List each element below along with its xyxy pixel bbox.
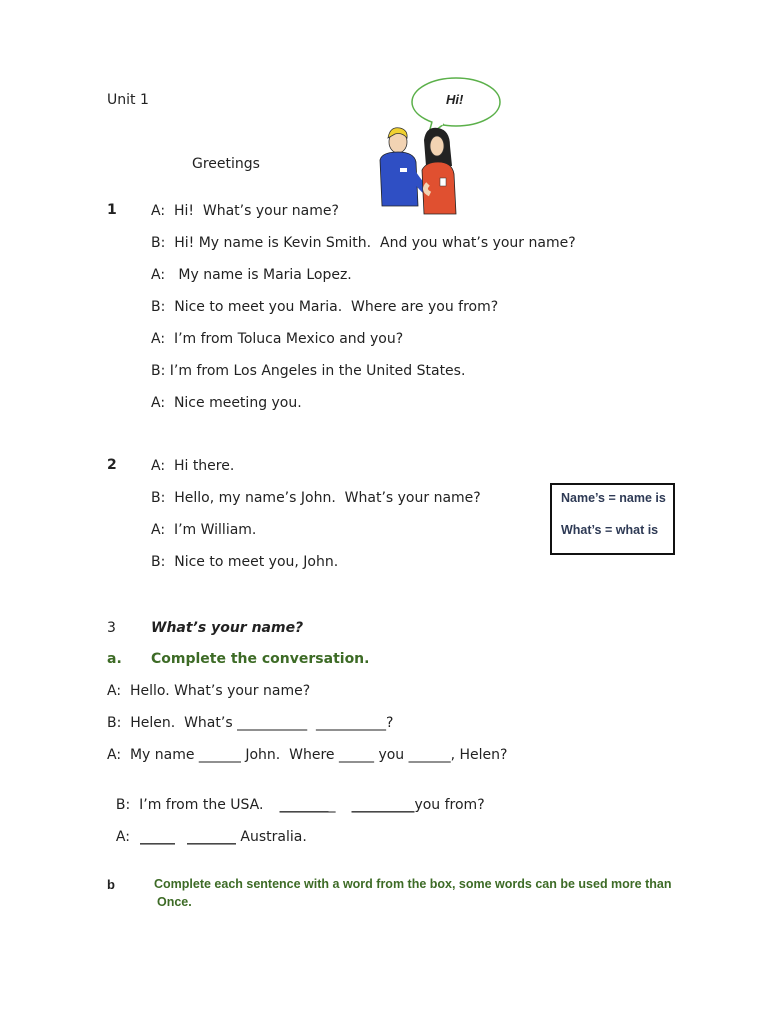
note-line: Name’s = name is [561,491,666,505]
dialogue-2-line: B: Nice to meet you, John. [151,554,339,570]
dialogue-2-line: A: I’m William. [151,522,257,538]
dialogue-2-line: A: Hi there. [151,458,235,474]
speech-bubble-text: Hi! [446,92,464,107]
dialogue-1-line: A: My name is Maria Lopez. [151,267,352,283]
exercise-line: B: Helen. What’s __________ __________? [107,715,394,731]
exercise-line-text: A: [115,829,130,845]
blank: _______ [186,829,236,845]
part-b-label: b [107,877,115,892]
blank: _______ [279,797,329,813]
exercise-line [107,778,485,814]
exercise-line-text: B: I’m from the USA. [115,797,264,813]
dialogue-1-line: A: Hi! What’s your name? [151,203,339,219]
dialogue-2-line: B: Hello, my name’s John. What’s your name? [151,490,481,506]
part-a-instruction: Complete the conversation. [151,651,370,667]
exercise-line [107,810,307,846]
blank: _ [328,797,336,813]
unit-title: Unit 1 [107,92,149,108]
speech-bubble-icon [412,78,500,136]
exercise-line-tail: Australia. [240,829,307,845]
section-3-title: What’s your name? [151,620,304,636]
dialogue-1-line: A: I’m from Toluca Mexico and you? [151,331,404,347]
blank: _________ [351,797,415,813]
exercise-line: A: My name ______ John. Where _____ you ______, Helen? [107,747,508,763]
dialogue-1-line: B: Hi! My name is Kevin Smith. And you what’s your name? [151,235,576,251]
note-line: What’s = what is [561,523,659,537]
dialogue-2-number: 2 [107,457,117,473]
exercise-line-tail: you from? [414,797,485,813]
blank: _____ [139,829,175,845]
part-a-label: a. [107,651,122,667]
topic-title: Greetings [192,156,260,172]
two-people-greeting-icon [380,128,456,214]
dialogue-1-line: B: I’m from Los Angeles in the United States. [151,363,466,379]
dialogue-1-number: 1 [107,202,117,218]
part-b-instruction-continued: Once. [157,895,192,909]
part-b-instruction: Complete each sentence with a word from the box, some words can be used more than [154,877,672,891]
dialogue-1-line: B: Nice to meet you Maria. Where are you from? [151,299,499,315]
section-3-number: 3 [107,620,116,636]
exercise-line: A: Hello. What’s your name? [107,683,311,699]
dialogue-1-line: A: Nice meeting you. [151,395,302,411]
contraction-note-box [550,483,675,555]
greeting-illustration [360,74,510,224]
